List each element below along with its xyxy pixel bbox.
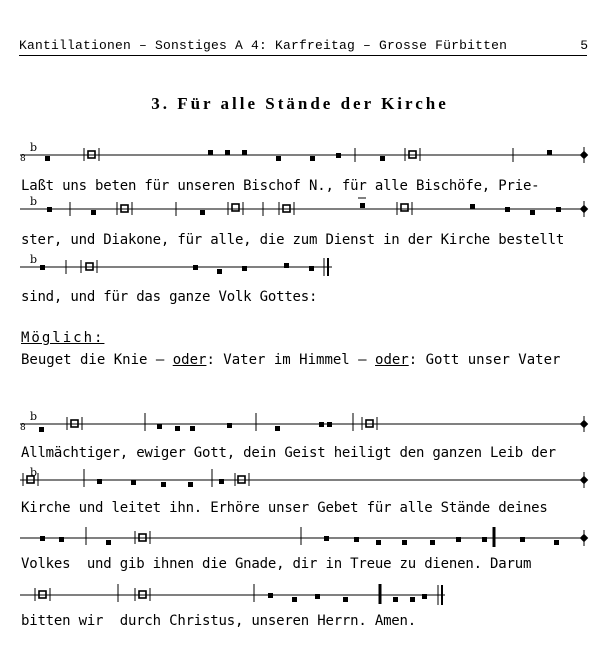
svg-text:8: 8 xyxy=(20,423,26,433)
header-rule xyxy=(19,55,587,56)
lyric-line-6: Volkes und gib ihnen die Gnade, dir in Treue zu dienen. Darum xyxy=(21,556,532,572)
option-line: Beuget die Knie – oder: Vater im Himmel – oder: Gott unser Vater xyxy=(21,352,561,368)
staff-line-6 xyxy=(0,524,600,554)
page-number: 5 xyxy=(580,38,588,53)
lyric-line-3: sind, und für das ganze Volk Gottes: xyxy=(21,289,318,305)
svg-text:8: 8 xyxy=(20,154,26,164)
svg-text:b: b xyxy=(30,253,38,266)
staff-line-2 xyxy=(0,195,600,225)
lyric-line-4: Allmächtiger, ewiger Gott, dein Geist heiligt den ganzen Leib der xyxy=(21,445,556,461)
lyric-line-2: ster, und Diakone, für alle, die zum Dienst in der Kirche bestellt xyxy=(21,232,565,248)
staff-line-3 xyxy=(0,253,600,283)
lyric-line-1: Laßt uns beten für unseren Bischof N., für alle Bischöfe, Prie- xyxy=(21,178,540,194)
staff-line-4 xyxy=(0,410,600,440)
svg-text:b: b xyxy=(30,141,38,154)
lyric-line-7: bitten wir durch Christus, unseren Herrn. Amen. xyxy=(21,613,416,629)
svg-text:b: b xyxy=(30,195,38,208)
svg-text:b: b xyxy=(30,410,38,423)
lyric-line-5: Kirche und leitet ihn. Erhöre unser Gebet für alle Stände deines xyxy=(21,500,548,516)
option-label: Möglich: xyxy=(21,330,105,346)
staff-line-5 xyxy=(0,466,600,496)
svg-text:b: b xyxy=(30,466,38,479)
running-header: Kantillationen – Sonstiges A 4: Karfreitag – Grosse Fürbitten xyxy=(19,38,508,53)
staff-line-1 xyxy=(0,141,600,171)
section-title: 3. Für alle Stände der Kirche xyxy=(151,94,449,113)
staff-line-7 xyxy=(0,581,600,611)
